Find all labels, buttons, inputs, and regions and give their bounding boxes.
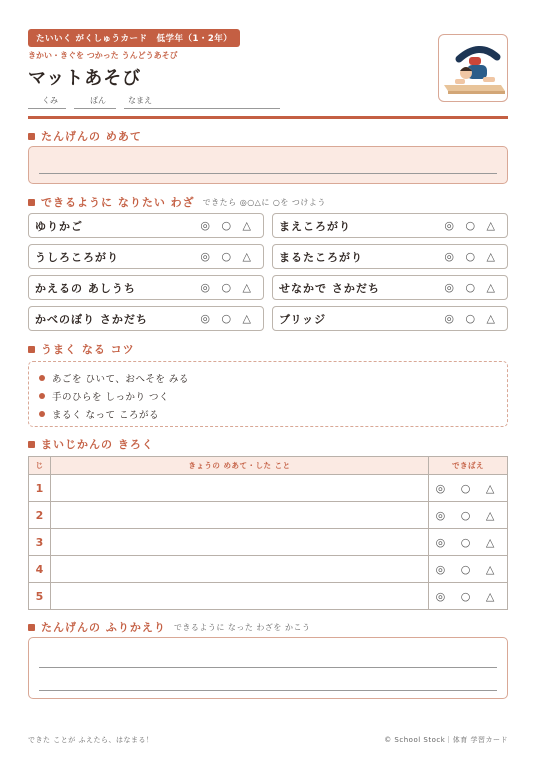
skill-label: ブリッジ xyxy=(279,312,327,326)
skills-section-heading xyxy=(28,194,326,210)
skill-card[interactable] xyxy=(272,244,508,269)
goal-write-line xyxy=(39,173,497,174)
row-content-cell[interactable] xyxy=(51,556,429,583)
row-eval-marks[interactable]: ◎ ○ △ xyxy=(429,556,508,583)
table-header-row xyxy=(29,457,508,475)
tip-text: あごを ひいて、おへそを みる xyxy=(52,374,189,385)
bullet-dot-icon xyxy=(39,393,45,399)
row-number: 2 xyxy=(29,502,51,529)
skills-note: できたら ◎○△に ○を つけよう xyxy=(202,197,326,207)
tip-text: まるく なって ころがる xyxy=(52,410,160,421)
log-section-heading xyxy=(28,436,154,452)
footer-credit: © School Stock｜体育 学習カード xyxy=(384,736,508,744)
rating-marks[interactable]: ◎ ○ △ xyxy=(200,219,255,232)
goal-section-heading xyxy=(28,128,142,144)
rating-marks[interactable]: ◎ ○ △ xyxy=(444,219,499,232)
square-bullet-icon xyxy=(28,199,35,206)
col-header-content: きょうの めあて・した こと xyxy=(51,457,429,475)
footer-message: できた ことが ふえたら、はなまる！ xyxy=(28,736,154,744)
row-number: 5 xyxy=(29,583,51,610)
name-field[interactable] xyxy=(124,95,280,109)
row-eval-marks[interactable]: ◎ ○ △ xyxy=(429,502,508,529)
row-number: 3 xyxy=(29,529,51,556)
goal-title: たんげんの めあて xyxy=(41,130,142,143)
skill-label: ゆりかご xyxy=(35,219,83,233)
row-number: 4 xyxy=(29,556,51,583)
class-field[interactable] xyxy=(28,95,66,109)
square-bullet-icon xyxy=(28,441,35,448)
skill-card[interactable] xyxy=(28,275,264,300)
skill-card[interactable] xyxy=(272,213,508,238)
page-title: マットあそび xyxy=(28,68,142,89)
reflection-write-line xyxy=(39,690,497,691)
square-bullet-icon xyxy=(28,133,35,140)
skill-label: うしろころがり xyxy=(35,250,119,264)
rating-marks[interactable]: ◎ ○ △ xyxy=(444,312,499,325)
class-label: くみ xyxy=(42,96,58,105)
skills-grid xyxy=(28,213,508,331)
row-eval-marks[interactable]: ◎ ○ △ xyxy=(429,475,508,502)
reflection-section-heading xyxy=(28,619,310,635)
col-header-eval: できばえ xyxy=(429,457,508,475)
table-row xyxy=(29,502,508,529)
row-content-cell[interactable] xyxy=(51,529,429,556)
skill-label: まるたころがり xyxy=(279,250,363,264)
skill-label: かべのぼり さかだち xyxy=(35,312,148,326)
table-row xyxy=(29,583,508,610)
square-bullet-icon xyxy=(28,346,35,353)
row-content-cell[interactable] xyxy=(51,502,429,529)
tip-item xyxy=(39,387,497,405)
rating-marks[interactable]: ◎ ○ △ xyxy=(444,250,499,263)
rating-marks[interactable]: ◎ ○ △ xyxy=(200,281,255,294)
tips-section-heading xyxy=(28,341,135,357)
skill-card[interactable] xyxy=(272,275,508,300)
tips-box xyxy=(28,361,508,427)
tip-item xyxy=(39,369,497,387)
square-bullet-icon xyxy=(28,624,35,631)
table-row xyxy=(29,529,508,556)
row-number: 1 xyxy=(29,475,51,502)
tip-item xyxy=(39,405,497,423)
reflection-title: たんげんの ふりかえり xyxy=(41,621,166,634)
bullet-dot-icon xyxy=(39,411,45,417)
reflection-write-box[interactable] xyxy=(28,637,508,699)
rating-marks[interactable]: ◎ ○ △ xyxy=(200,250,255,263)
row-content-cell[interactable] xyxy=(51,475,429,502)
bullet-dot-icon xyxy=(39,375,45,381)
skill-label: まえころがり xyxy=(279,219,351,233)
reflection-write-line xyxy=(39,667,497,668)
row-eval-marks[interactable]: ◎ ○ △ xyxy=(429,529,508,556)
header-divider xyxy=(28,116,508,119)
skill-label: せなかで さかだち xyxy=(279,281,380,295)
col-header-num: じ xyxy=(29,457,51,475)
tips-title: うまく なる コツ xyxy=(41,343,135,356)
skill-card[interactable] xyxy=(28,213,264,238)
reflection-note: できるように なった わざを かこう xyxy=(173,622,311,632)
header xyxy=(28,26,508,47)
table-row xyxy=(29,475,508,502)
skill-card[interactable] xyxy=(28,306,264,331)
mat-rolling-child-icon xyxy=(438,34,508,102)
skill-card[interactable] xyxy=(272,306,508,331)
rating-marks[interactable]: ◎ ○ △ xyxy=(200,312,255,325)
row-content-cell[interactable] xyxy=(51,583,429,610)
row-eval-marks[interactable]: ◎ ○ △ xyxy=(429,583,508,610)
number-field[interactable] xyxy=(74,95,116,109)
grade-badge: たいいく がくしゅうカード 低学年（1・2年） xyxy=(28,29,240,47)
name-label: なまえ xyxy=(128,96,152,105)
unit-subtitle: きかい・きぐを つかった うんどうあそび xyxy=(28,51,178,60)
number-label: ばん xyxy=(90,96,106,105)
log-title: まいじかんの きろく xyxy=(41,438,154,451)
lesson-log-table xyxy=(28,456,508,610)
skills-title: できるように なりたい わざ xyxy=(41,196,195,209)
tip-text: 手のひらを しっかり つく xyxy=(52,392,170,403)
skill-card[interactable] xyxy=(28,244,264,269)
skill-label: かえるの あしうち xyxy=(35,281,136,295)
table-row xyxy=(29,556,508,583)
goal-write-box[interactable] xyxy=(28,146,508,184)
rating-marks[interactable]: ◎ ○ △ xyxy=(444,281,499,294)
